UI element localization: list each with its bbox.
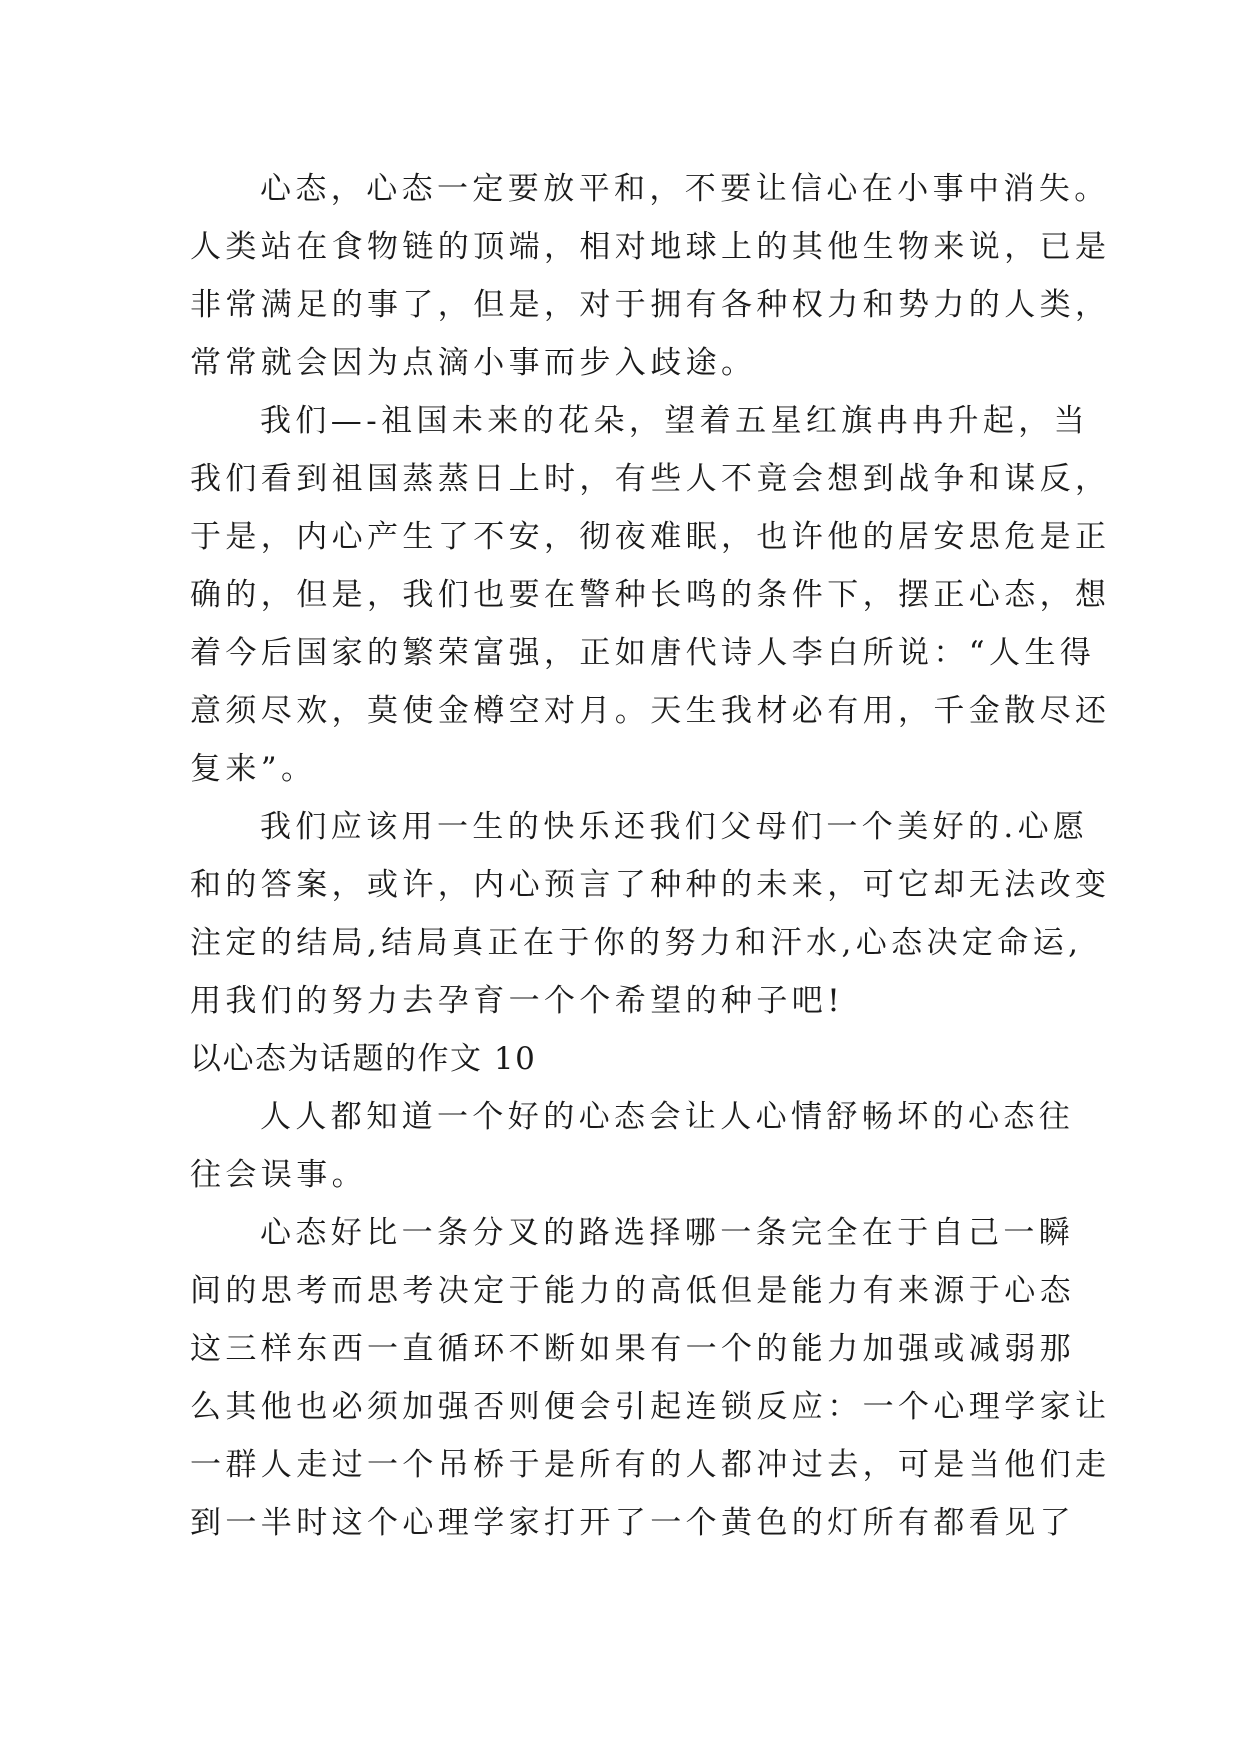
text-line: 人类站在食物链的顶端，相对地球上的其他生物来说，已是: [190, 229, 1111, 265]
text-line: 么其他也必须加强否则便会引起连锁反应：一个心理学家让: [190, 1389, 1111, 1425]
text-line: 我们—-祖国未来的花朵，望着五星红旗冉冉升起，当: [260, 403, 1090, 439]
text-line: 于是，内心产生了不安，彻夜难眠，也许他的居安思危是正: [190, 519, 1111, 555]
text-line: 一群人走过一个吊桥于是所有的人都冲过去，可是当他们走: [190, 1447, 1111, 1483]
text-line: 这三样东西一直循环不断如果有一个的能力加强或减弱那: [190, 1331, 1075, 1367]
text-line: 人人都知道一个好的心态会让人心情舒畅坏的心态往: [260, 1099, 1075, 1135]
text-line: 用我们的努力去孕育一个个希望的种子吧!: [190, 983, 845, 1019]
section-heading: [190, 1030, 1052, 1088]
document-body: [190, 160, 1111, 1552]
paragraph: [190, 1088, 1075, 1204]
text-line: 和的答案，或许，内心预言了种种的未来，可它却无法改变: [190, 867, 1111, 903]
text-line: 心态，心态一定要放平和，不要让信心在小事中消失。: [260, 171, 1110, 207]
text-line: 非常满足的事了，但是，对于拥有各种权力和势力的人类，: [190, 287, 1111, 323]
text-line: 间的思考而思考决定于能力的高低但是能力有来源于心态: [190, 1273, 1075, 1309]
text-line: 注定的结局,结局真正在于你的努力和汗水,心态决定命运,: [190, 925, 1083, 961]
text-line: 常常就会因为点滴小事而步入歧途。: [190, 345, 757, 381]
heading-text: 以心态为话题的作文 10: [190, 1041, 537, 1077]
text-line: 我们应该用一生的快乐还我们父母们一个美好的.心愿: [260, 809, 1089, 845]
text-line: 复来”。: [190, 751, 317, 787]
text-line: 确的，但是，我们也要在警种长鸣的条件下，摆正心态，想: [190, 577, 1111, 613]
text-line: 意须尽欢，莫使金樽空对月。天生我材必有用，千金散尽还: [190, 693, 1111, 729]
paragraph: [190, 392, 1111, 798]
paragraph: [190, 160, 1111, 392]
text-line: 往会误事。: [190, 1157, 367, 1193]
text-line: 到一半时这个心理学家打开了一个黄色的灯所有都看见了: [190, 1505, 1075, 1541]
text-line: 着今后国家的繁荣富强，正如唐代诗人李白所说：“人生得: [190, 635, 1096, 671]
paragraph: [190, 798, 1111, 1030]
text-line: 我们看到祖国蒸蒸日上时，有些人不竟会想到战争和谋反，: [190, 461, 1111, 497]
text-line: 心态好比一条分叉的路选择哪一条完全在于自己一瞬: [260, 1215, 1075, 1251]
paragraph: [190, 1204, 1111, 1552]
